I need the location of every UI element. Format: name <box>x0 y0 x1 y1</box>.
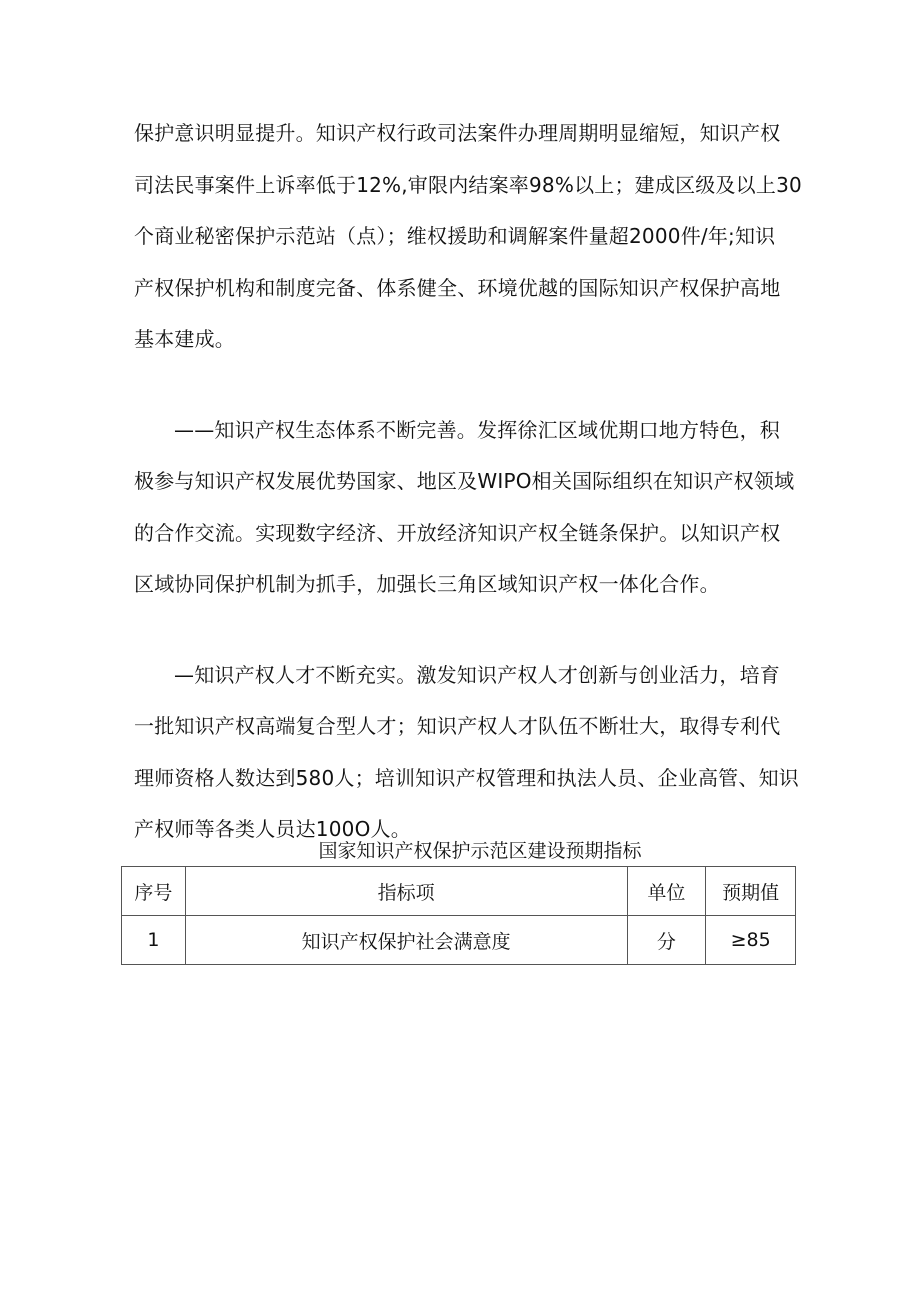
paragraph-talent <box>134 650 799 856</box>
text-line: 极参与知识产权发展优势国家、地区及WIPO相关国际组织在知识产权领域 <box>134 469 795 493</box>
text-line: 基本建成。 <box>134 327 235 351</box>
text-line: 区域协同保护机制为抓手，加强长三角区域知识产权一体化合作。 <box>134 572 720 596</box>
text-line: 保护意识明显提升。知识产权行政司法案件办理周期明显缩短，知识产权 <box>134 121 781 145</box>
cell-target-value: ≥85 <box>706 916 796 965</box>
table-header-row <box>122 867 796 916</box>
header-serial-number: 序号 <box>122 867 186 916</box>
indicator-table <box>121 866 796 965</box>
cell-serial-number: 1 <box>122 916 186 965</box>
cell-unit: 分 <box>627 916 706 965</box>
cell-indicator-item: 知识产权保护社会满意度 <box>185 916 627 965</box>
table-row <box>122 916 796 965</box>
header-unit: 单位 <box>627 867 706 916</box>
indicator-table-block <box>121 836 797 965</box>
text-line: 司法民事案件上诉率低于12%,审限内结案率98%以上；建成区级及以上30 <box>134 172 802 197</box>
paragraph-protection-goals <box>134 108 802 366</box>
text-line: 理师资格人数达到580人；培训知识产权管理和执法人员、企业高管、知识 <box>134 765 799 790</box>
text-line: 的合作交流。实现数字经济、开放经济知识产权全链条保护。以知识产权 <box>134 520 781 545</box>
header-target-value: 预期值 <box>706 867 796 916</box>
text-line: 产权师等各类人员达100O人。 <box>134 817 411 841</box>
text-line: ——知识产权生态体系不断完善。发挥徐汇区域优期口地方特色，积 <box>174 417 780 442</box>
header-indicator-item: 指标项 <box>185 867 627 916</box>
text-line: 一批知识产权高端复合型人才；知识产权人才队伍不断壮大，取得专利代 <box>134 714 781 738</box>
text-line: —知识产权人才不断充实。激发知识产权人才创新与创业活力，培育 <box>174 662 780 687</box>
paragraph-ecosystem <box>134 405 796 611</box>
text-line: 个商业秘密保护示范站（点）；维权援助和调解案件量超2000件/年;知识 <box>134 224 776 248</box>
text-line: 产权保护机构和制度完备、体系健全、环境优越的国际知识产权保护高地 <box>134 275 781 300</box>
body-text <box>134 108 802 856</box>
table-caption: 国家知识产权保护示范区建设预期指标 <box>318 840 642 862</box>
